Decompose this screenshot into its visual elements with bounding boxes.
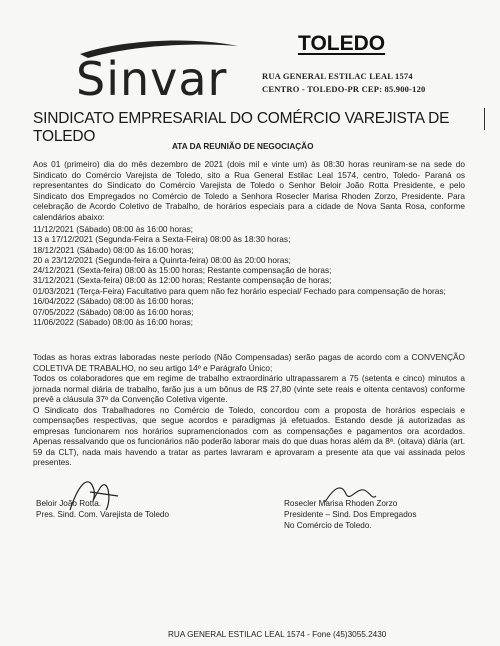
intro-paragraph: Aos 01 (primeiro) dia do mês dezembro de 2021 (dois mil e vinte um) às 08:30 horas reuniram-se na sede do Sindicato do Comércio Varejista de Toledo, sito a Rua General Estilac Leal 1574, centro, Toledo- Paraná os representantes do Sindicato do Comércio Varejista de Toledo o Senhor Beloir João Rotta Presidente, e pelo Sindicato dos Empregados no Comércio de Toledo a Senhora Rosecler Marisa Rhoden Zorzo, Presidente. Para celebração de Acordo Coletivo de Trabalho, de horários especiais para a cidade de Nova Santa Rosa, conforme calendários abaixo: xyxy=(33,159,465,222)
page-footer: RUA GENERAL ESTILAC LEAL 1574 - Fone (45)3055.2430 xyxy=(168,630,387,639)
header-address-line-1: RUA GENERAL ESTILAC LEAL 1574 xyxy=(262,71,413,81)
right-signatory-name: Rosecler Marisa Rhoden Zorzo xyxy=(284,499,398,508)
closing-section xyxy=(33,352,465,468)
schedule-list xyxy=(33,224,465,327)
right-signature-block xyxy=(284,498,416,531)
left-signatory-name: Beloir João Rotta. xyxy=(36,499,102,508)
schedule-item: 24/12/2021 (Sexta-feira) 08:00 às 15:00 horas; Restante compensação de horas; xyxy=(33,265,332,276)
right-signatory-role: Presidente – Sind. Dos Empregados xyxy=(284,510,417,519)
header-address-line-2: CENTRO - TOLEDO-PR CEP: 85.900-120 xyxy=(262,84,426,94)
schedule-item: 31/12/2021 (Sexta-feira) 08:00 às 12:00 horas; Restante compensação de horas; xyxy=(33,275,332,286)
left-signature-block xyxy=(36,498,169,520)
schedule-item: 18/12/2021 (Sábado) 08:00 às 16:00 horas; xyxy=(33,244,194,255)
schedule-item: 16/04/2022 (Sábado) 08:00 às 16:00 horas; xyxy=(33,296,194,307)
schedule-item: 07/05/2022 (Sábado) 08:00 às 16:00 horas; xyxy=(33,306,194,317)
right-signatory-role: No Comércio de Toledo. xyxy=(284,521,372,530)
schedule-item: 13 a 17/12/2021 (Segunda-Feira a Sexta-Feira) 08:00 às 18:30 horas; xyxy=(33,234,291,245)
header-city: TOLEDO xyxy=(298,32,386,55)
agreement-paragraph: O Sindicato dos Trabalhadores no Comércio de Toledo, concordou com a proposta de horários especiais e compensações respectivas, que segue acordos e paradigmas já efetuados. Estando desde já autorizadas as empresas funcionarem nos horários supramencionados com as compensações e pagamentos ora acordados. Apenas ressalvando que os funcionários não poderão laborar mais do que duas horas além da 8ª. (oitava) diária (art. 59 da CLT), nada mais havendo a tratar as partes lavraram e aprovaram a presente ata que vai assinada pelos presentes. xyxy=(33,404,465,467)
overtime-paragraph: Todas as horas extras laboradas neste período (Não Compensadas) serão pagas de acordo com a CONVENÇÃO COLETIVA DE TRABALHO, no seu artigo 14º e Parágrafo Único; xyxy=(33,352,465,373)
schedule-item: 11/12/2021 (Sábado) 08:00 às 16:00 horas; xyxy=(33,224,193,234)
schedule-item: 20 a 23/12/2021 (Segunda-feira a Quinrta-feira) 08:00 às 20:00 horas; xyxy=(33,254,291,265)
document-title: ATA DA REUNIÃO DE NEGOCIAÇÃO xyxy=(172,142,314,151)
organization-title: SINDICATO EMPRESARIAL DO COMÉRCIO VAREJISTA DE TOLEDO xyxy=(33,110,450,145)
schedule-item: 01/03/2021 (Terça-Feira) Facultativo para quem não fez horário especial/ Fechado para compensação de horas; xyxy=(33,285,446,296)
logo-wordmark: Sinvar xyxy=(76,52,228,106)
left-signatory-role: Pres. Sind. Com. Varejista de Toledo xyxy=(36,510,170,519)
bonus-paragraph: Todos os colaboradores que em regime de trabalho extraordinário ultrapassarem a 75 (setenta e cinco) minutos a jornada normal diária de trabalho, farão jus a um bônus de R$ 27,80 (vinte sete reais e oitenta centavos) conforme prevê a cláusula 37ª da Convenção Coletiva vigente. xyxy=(33,373,465,404)
sinvar-logo xyxy=(60,38,240,106)
schedule-item: 11/06/2022 (Sábado) 08:00 às 16:00 horas; xyxy=(33,316,193,327)
